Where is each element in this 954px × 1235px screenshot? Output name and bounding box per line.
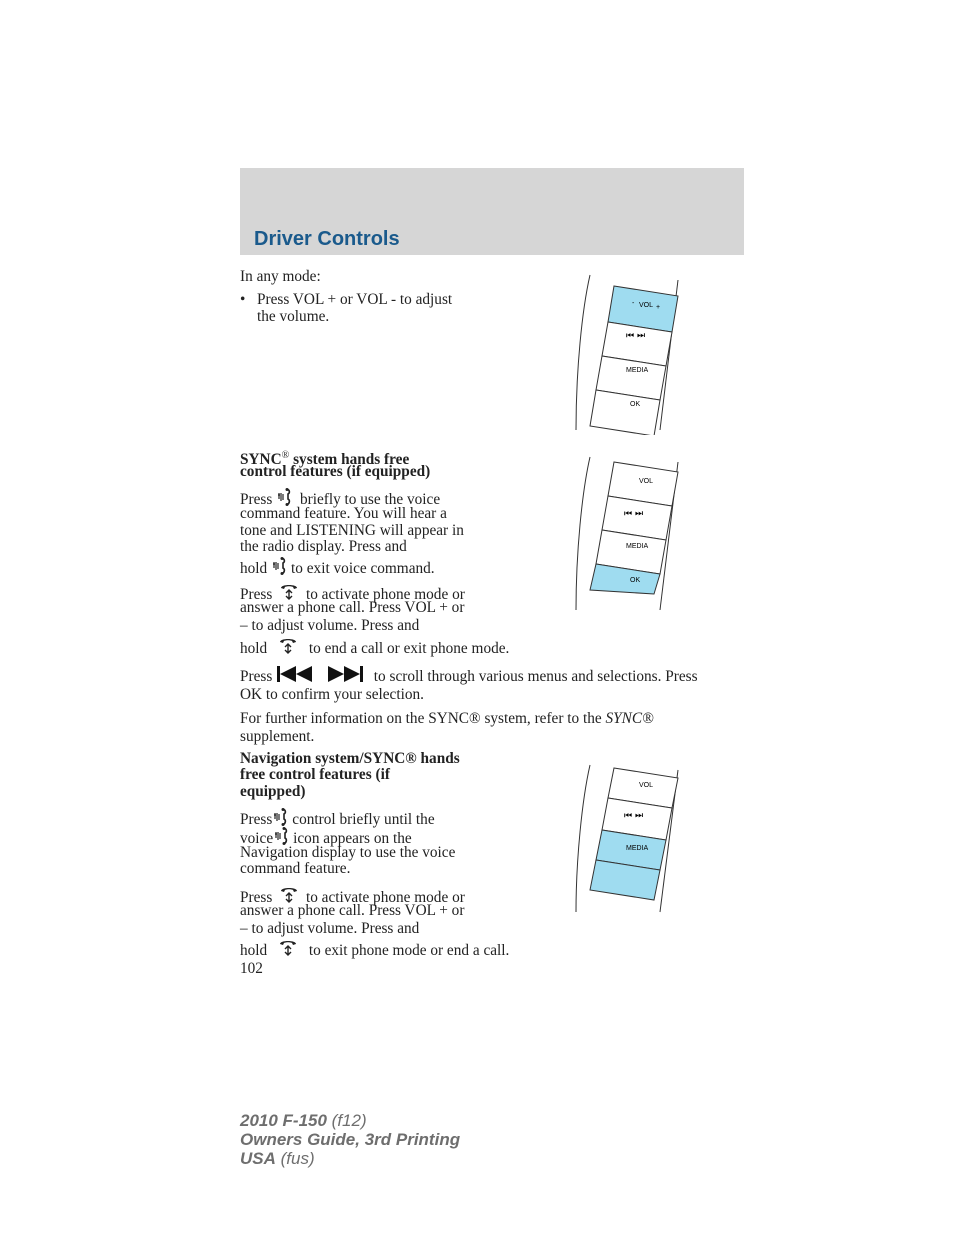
footer-line2: Owners Guide, 3rd Printing xyxy=(240,1130,461,1149)
s2-p1-line3: tone and LISTENING will appear in xyxy=(240,522,464,539)
s2-p2-line4: hold to end a call or exit phone mode. xyxy=(240,636,509,658)
page-title: Driver Controls xyxy=(254,228,400,250)
s2-p3-line1: Press to scroll through various menus and selections. Press xyxy=(240,665,698,686)
s3-p1-line2: voice icon appears on the xyxy=(240,826,412,848)
s2-p1-line2: command feature. You will hear a xyxy=(240,505,447,522)
s3-p2-line2: answer a phone call. Press VOL + or xyxy=(240,902,465,919)
phone-icon xyxy=(271,938,305,958)
voice-icon xyxy=(276,487,296,507)
section3-heading-line2: free control features (if xyxy=(240,766,390,783)
phone-icon xyxy=(271,636,305,656)
section2-heading-line2: control features (if equipped) xyxy=(240,463,431,480)
page-number: 102 xyxy=(240,960,263,977)
s3-p2-line1: Press to activate phone mode or xyxy=(240,885,465,907)
svg-text:VOL: VOL xyxy=(639,302,654,309)
s3-p2-line3: – to adjust volume. Press and xyxy=(240,920,420,937)
header-band xyxy=(240,168,744,255)
svg-text:VOL: VOL xyxy=(639,782,654,789)
s2-p1-line4: the radio display. Press and xyxy=(240,538,407,555)
s3-p1-line4: command feature. xyxy=(240,860,351,877)
s2-p3-line2: OK to confirm your selection. xyxy=(240,686,424,703)
steering-controls-illustration-3 xyxy=(560,760,690,915)
s2-p2-line1: Press to activate phone mode or xyxy=(240,582,465,604)
svg-text:-: - xyxy=(632,300,635,307)
svg-text:MEDIA: MEDIA xyxy=(626,845,649,852)
bullet-text-line1: Press VOL + or VOL - to adjust xyxy=(257,291,453,308)
svg-text:⏮ ⏭: ⏮ ⏭ xyxy=(624,811,644,821)
s2-p1-line5: hold to exit voice command. xyxy=(240,556,435,578)
footer xyxy=(240,1111,460,1168)
section3-heading-line1: Navigation system/SYNC® hands xyxy=(240,750,460,767)
s2-p4-line2: supplement. xyxy=(240,728,315,745)
voice-icon xyxy=(272,807,292,827)
svg-text:⏮ ⏭: ⏮ ⏭ xyxy=(624,509,644,519)
seek-forward-icon xyxy=(326,665,364,683)
s3-p1-line1: Press control briefly until the xyxy=(240,807,435,829)
section3-heading-line3: equipped) xyxy=(240,783,306,800)
s3-p1-line3: Navigation display to use the voice xyxy=(240,844,456,861)
svg-text:MEDIA: MEDIA xyxy=(626,543,649,550)
voice-icon xyxy=(273,826,293,846)
s2-p2-line3: – to adjust volume. Press and xyxy=(240,617,420,634)
s2-p2-line2: answer a phone call. Press VOL + or xyxy=(240,599,465,616)
svg-text:MEDIA: MEDIA xyxy=(626,367,649,374)
svg-text:VOL: VOL xyxy=(639,478,654,485)
svg-text:+: + xyxy=(656,304,661,311)
bullet-marker: • xyxy=(240,291,246,308)
footer-line1: 2010 F-150 (f12) xyxy=(240,1111,367,1130)
s2-p4-line1: For further information on the SYNC® system, refer to the SYNC® xyxy=(240,710,654,727)
section2-heading-line1: SYNC® system hands free xyxy=(240,450,410,469)
intro-text: In any mode: xyxy=(240,268,321,285)
steering-controls-illustration-2 xyxy=(560,452,690,612)
seek-back-icon xyxy=(276,665,314,683)
voice-icon xyxy=(271,556,291,576)
svg-text:OK: OK xyxy=(630,401,641,408)
bullet-text-line2: the volume. xyxy=(257,308,330,325)
steering-controls-illustration-1 xyxy=(560,270,690,435)
s2-p1-line1: Press briefly to use the voice xyxy=(240,487,440,509)
s3-p2-line4: hold to exit phone mode or end a call. xyxy=(240,938,509,960)
svg-text:OK: OK xyxy=(630,577,641,584)
footer-line3: USA (fus) xyxy=(240,1149,315,1168)
seek-glyphs: ⏮ ⏭ xyxy=(626,331,646,341)
